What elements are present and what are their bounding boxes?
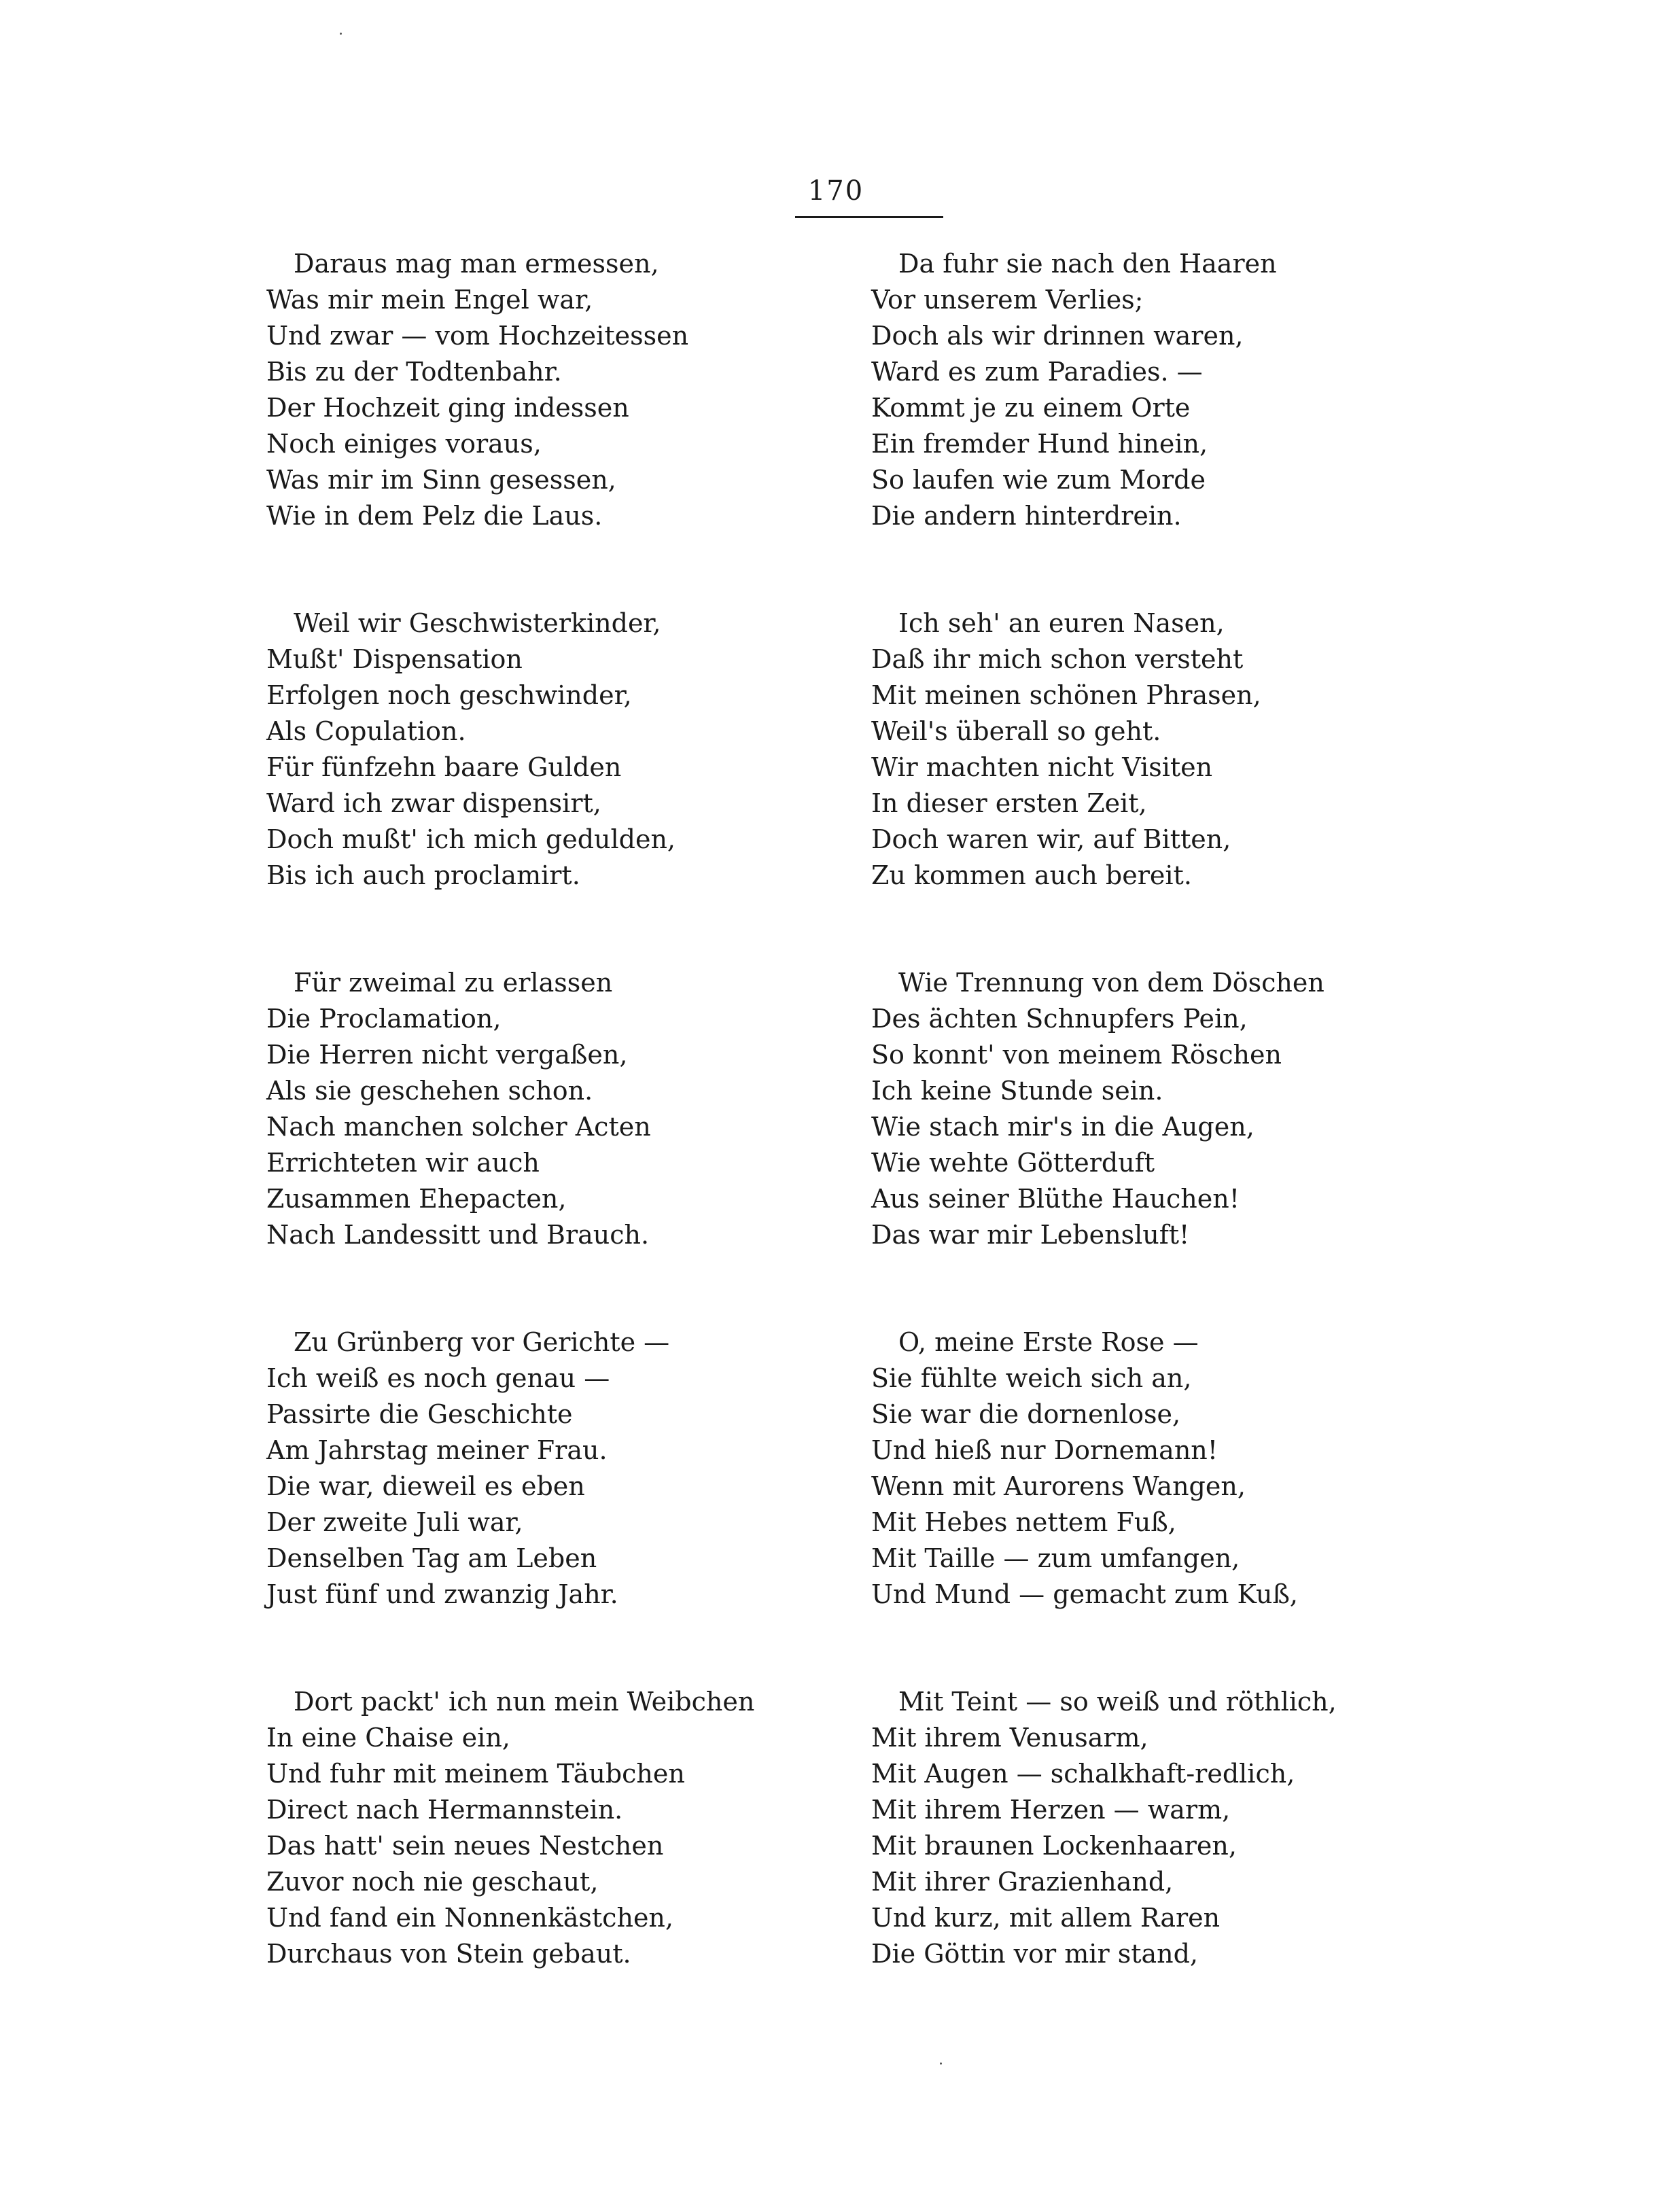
right-column xyxy=(871,246,1483,1972)
verse-line: Wir machten nicht Visiten xyxy=(871,752,1213,782)
verse-line: Weil wir Geschwisterkinder, xyxy=(294,608,661,638)
verse-line: Mit Augen — schalkhaft-redlich, xyxy=(871,1759,1295,1789)
verse-line: Zu Grünberg vor Gerichte — xyxy=(294,1327,670,1357)
verse-line: Sie war die dornenlose, xyxy=(871,1399,1181,1429)
left-stanza-2 xyxy=(266,605,905,894)
verse-line: Denselben Tag am Leben xyxy=(266,1543,597,1573)
verse-line: Just fünf und zwanzig Jahr. xyxy=(266,1579,618,1609)
verse-line: Aus seiner Blüthe Hauchen! xyxy=(871,1184,1240,1214)
verse-line: Die war, dieweil es eben xyxy=(266,1471,585,1501)
paper-speck-top xyxy=(340,33,342,35)
verse-line: Sie fühlte weich sich an, xyxy=(871,1363,1192,1393)
left-stanza-3 xyxy=(266,965,905,1253)
verse-line: Der zweite Juli war, xyxy=(266,1507,523,1537)
verse-line: Was mir mein Engel war, xyxy=(266,285,593,315)
page-number-rule xyxy=(795,216,943,218)
verse-line: Wenn mit Aurorens Wangen, xyxy=(871,1471,1246,1501)
verse-line: Mit Hebes nettem Fuß, xyxy=(871,1507,1176,1537)
right-stanza-3 xyxy=(871,965,1483,1253)
verse-line: Ward ich zwar dispensirt, xyxy=(266,788,601,818)
left-stanza-1 xyxy=(266,246,905,534)
verse-line: Die Göttin vor mir stand, xyxy=(871,1939,1198,1969)
verse-line: Ich weiß es noch genau — xyxy=(266,1363,610,1393)
verse-line: Zu kommen auch bereit. xyxy=(871,860,1192,890)
verse-line: Doch als wir drinnen waren, xyxy=(871,321,1244,351)
verse-line: Und kurz, mit allem Raren xyxy=(871,1903,1221,1933)
verse-line: Bis ich auch proclamirt. xyxy=(266,860,580,890)
verse-line: Des ächten Schnupfers Pein, xyxy=(871,1004,1248,1034)
verse-line: Als sie geschehen schon. xyxy=(266,1076,593,1106)
verse-line: Vor unserem Verlies; xyxy=(871,285,1144,315)
paper-speck-bottom xyxy=(940,2062,942,2065)
verse-line: Die Proclamation, xyxy=(266,1004,502,1034)
verse-line: Nach manchen solcher Acten xyxy=(266,1112,651,1142)
verse-line: Das war mir Lebensluft! xyxy=(871,1220,1190,1250)
verse-line: Was mir im Sinn gesessen, xyxy=(266,465,616,495)
right-stanza-1 xyxy=(871,246,1483,534)
right-stanza-5 xyxy=(871,1684,1483,1972)
verse-line: Da fuhr sie nach den Haaren xyxy=(898,249,1277,279)
page-number: 170 xyxy=(807,175,864,207)
verse-line: Ich seh' an euren Nasen, xyxy=(898,608,1225,638)
verse-line: Passirte die Geschichte xyxy=(266,1399,573,1429)
verse-line: Errichteten wir auch xyxy=(266,1148,540,1178)
verse-line: Mußt' Dispensation xyxy=(266,644,523,674)
verse-line: Der Hochzeit ging indessen xyxy=(266,393,629,423)
left-stanza-4 xyxy=(266,1324,905,1613)
verse-line: Mit ihrem Herzen — warm, xyxy=(871,1795,1231,1825)
verse-line: Und zwar — vom Hochzeitessen xyxy=(266,321,689,351)
verse-line: Mit Taille — zum umfangen, xyxy=(871,1543,1240,1573)
verse-line: Daraus mag man ermessen, xyxy=(294,249,659,279)
verse-line: Für zweimal zu erlassen xyxy=(294,968,613,998)
verse-line: Mit braunen Lockenhaaren, xyxy=(871,1831,1237,1861)
verse-line: Zuvor noch nie geschaut, xyxy=(266,1867,599,1897)
left-stanza-5 xyxy=(266,1684,905,1972)
verse-line: Wie in dem Pelz die Laus. xyxy=(266,501,603,531)
verse-line: Doch waren wir, auf Bitten, xyxy=(871,824,1231,854)
verse-line: In dieser ersten Zeit, xyxy=(871,788,1147,818)
verse-line: Ich keine Stunde sein. xyxy=(871,1076,1163,1106)
verse-line: Noch einiges voraus, xyxy=(266,429,542,459)
verse-line: Direct nach Hermannstein. xyxy=(266,1795,623,1825)
verse-line: Mit ihrem Venusarm, xyxy=(871,1723,1148,1753)
verse-line: In eine Chaise ein, xyxy=(266,1723,510,1753)
verse-line: Doch mußt' ich mich gedulden, xyxy=(266,824,676,854)
verse-line: Die Herren nicht vergaßen, xyxy=(266,1040,628,1070)
verse-line: Das hatt' sein neues Nestchen xyxy=(266,1831,664,1861)
verse-line: Erfolgen noch geschwinder, xyxy=(266,680,632,710)
verse-line: Bis zu der Todtenbahr. xyxy=(266,357,562,387)
verse-line: So konnt' von meinem Röschen xyxy=(871,1040,1282,1070)
verse-line: Die andern hinterdrein. xyxy=(871,501,1182,531)
verse-line: O, meine Erste Rose — xyxy=(898,1327,1199,1357)
right-stanza-2 xyxy=(871,605,1483,894)
verse-line: Wie stach mir's in die Augen, xyxy=(871,1112,1254,1142)
verse-line: Am Jahrstag meiner Frau. xyxy=(266,1435,608,1465)
verse-line: Wie Trennung von dem Döschen xyxy=(898,968,1324,998)
verse-line: Wie wehte Götterduft xyxy=(871,1148,1155,1178)
verse-line: Für fünfzehn baare Gulden xyxy=(266,752,622,782)
verse-line: Nach Landessitt und Brauch. xyxy=(266,1220,650,1250)
verse-line: Mit Teint — so weiß und röthlich, xyxy=(898,1687,1337,1717)
verse-line: So laufen wie zum Morde xyxy=(871,465,1206,495)
verse-line: Ward es zum Paradies. — xyxy=(871,357,1203,387)
verse-line: Durchaus von Stein gebaut. xyxy=(266,1939,631,1969)
verse-line: Weil's überall so geht. xyxy=(871,716,1161,746)
verse-line: Kommt je zu einem Orte xyxy=(871,393,1191,423)
verse-line: Daß ihr mich schon versteht xyxy=(871,644,1244,674)
verse-line: Und hieß nur Dornemann! xyxy=(871,1435,1218,1465)
verse-line: Ein fremder Hund hinein, xyxy=(871,429,1208,459)
verse-line: Und fuhr mit meinem Täubchen xyxy=(266,1759,685,1789)
verse-line: Und fand ein Nonnenkästchen, xyxy=(266,1903,673,1933)
verse-line: Dort packt' ich nun mein Weibchen xyxy=(294,1687,755,1717)
verse-line: Als Copulation. xyxy=(266,716,466,746)
right-stanza-4 xyxy=(871,1324,1483,1613)
left-column xyxy=(266,246,905,1972)
verse-line: Zusammen Ehepacten, xyxy=(266,1184,567,1214)
verse-line: Und Mund — gemacht zum Kuß, xyxy=(871,1579,1298,1609)
verse-line: Mit ihrer Grazienhand, xyxy=(871,1867,1174,1897)
verse-line: Mit meinen schönen Phrasen, xyxy=(871,680,1261,710)
